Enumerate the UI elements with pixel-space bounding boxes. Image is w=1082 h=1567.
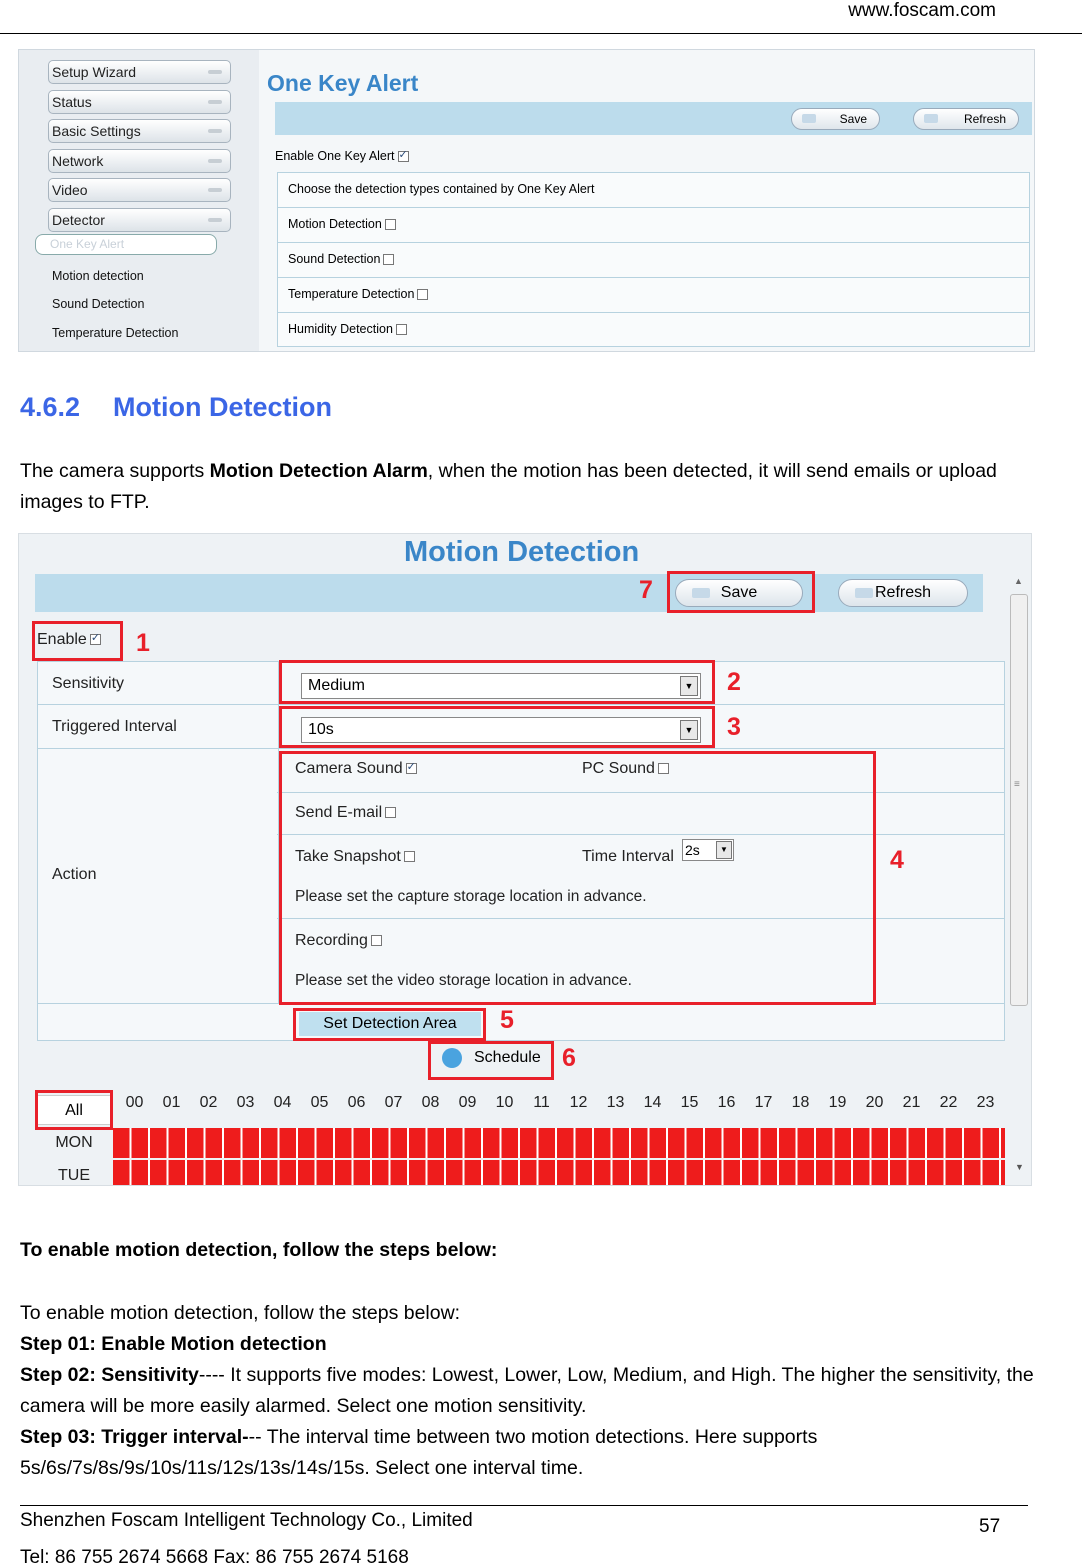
motion-detection-screenshot — [18, 533, 1032, 1186]
one-key-alert-screenshot — [18, 49, 1035, 352]
intro-paragraph: The camera supports Motion Detection Alarm, when the motion has been detected, it will send emails or upload images to FTP. — [20, 460, 997, 513]
hour-label: 01 — [162, 1094, 181, 1111]
header-divider — [0, 33, 1082, 34]
page-number: 57 — [979, 1516, 1001, 1537]
interval-label: Triggered Interval — [52, 718, 177, 735]
panel-title: Motion Detection — [404, 536, 640, 568]
marker-7: 7 — [639, 576, 653, 604]
chevron-down-icon — [208, 188, 222, 192]
row-divider — [38, 748, 1004, 749]
humidity-checkbox[interactable] — [396, 324, 407, 335]
day-tue-label[interactable]: TUE — [58, 1167, 90, 1184]
marker-4: 4 — [890, 846, 904, 874]
scrollbar[interactable] — [1010, 574, 1028, 1014]
schedule-hours-header — [116, 1094, 1004, 1124]
enable-label[interactable]: Enable✓ — [37, 631, 101, 649]
chevron-down-icon — [208, 129, 222, 133]
dropdown-arrow-icon[interactable]: ▼ — [716, 841, 732, 859]
sensitivity-select[interactable]: Medium ▼ — [301, 673, 701, 699]
refresh-button[interactable]: Refresh — [838, 579, 968, 607]
hour-label: 21 — [902, 1094, 921, 1111]
hour-label: 23 — [976, 1094, 995, 1111]
save-button[interactable]: Save — [791, 108, 880, 130]
toolbar — [275, 102, 1032, 135]
table-row: Sound Detection — [277, 242, 1030, 277]
panel-title: One Key Alert — [267, 70, 419, 96]
hour-label: 16 — [717, 1094, 736, 1111]
highlight-1 — [32, 621, 123, 661]
highlight-2 — [279, 660, 715, 704]
marker-6: 6 — [562, 1044, 576, 1072]
temperature-checkbox[interactable] — [417, 289, 428, 300]
save-button[interactable]: Save — [675, 579, 803, 607]
hour-label: 22 — [939, 1094, 958, 1111]
schedule-row-tue[interactable] — [113, 1160, 1005, 1186]
action-label: Action — [52, 866, 97, 883]
detection-types-table — [277, 172, 1030, 347]
camera-sound-option[interactable]: Camera Sound✓ — [295, 760, 417, 778]
menu-detector[interactable]: Detector — [48, 208, 231, 232]
enable-checkbox[interactable] — [398, 151, 409, 162]
step-01: Step 01: Enable Motion detection — [20, 1333, 327, 1355]
interval-select[interactable]: 10s ▼ — [301, 717, 701, 743]
highlight-6 — [428, 1041, 554, 1080]
chevron-down-icon — [208, 218, 222, 222]
menu-network[interactable]: Network — [48, 149, 231, 173]
steps-intro: To enable motion detection, follow the steps below: — [20, 1302, 461, 1324]
set-detection-area-button[interactable]: Set Detection Area — [299, 1012, 481, 1036]
menu-status[interactable]: Status — [48, 90, 231, 114]
scroll-up-icon[interactable]: ▲ — [1014, 576, 1023, 586]
highlight-3 — [279, 706, 715, 748]
scroll-down-icon[interactable]: ▼ — [1015, 1162, 1024, 1172]
sensitivity-label: Sensitivity — [52, 675, 125, 692]
hour-label: 05 — [310, 1094, 329, 1111]
menu-basic-settings[interactable]: Basic Settings — [48, 119, 231, 143]
hour-label: 08 — [421, 1094, 440, 1111]
table-row: Choose the detection types contained by One Key Alert — [277, 172, 1030, 207]
hour-label: 18 — [791, 1094, 810, 1111]
hour-label: 19 — [828, 1094, 847, 1111]
hour-label: 15 — [680, 1094, 699, 1111]
submenu-motion-detection[interactable]: Motion detection — [52, 269, 144, 283]
hour-label: 07 — [384, 1094, 403, 1111]
hour-label: 09 — [458, 1094, 477, 1111]
take-snapshot-option[interactable]: Take Snapshot — [295, 848, 415, 866]
table-row: Humidity Detection — [277, 312, 1030, 347]
motion-checkbox[interactable] — [385, 219, 396, 230]
highlight-7 — [667, 571, 815, 613]
dropdown-arrow-icon[interactable]: ▼ — [680, 720, 698, 740]
refresh-icon — [924, 114, 938, 123]
chevron-down-icon — [208, 70, 222, 74]
hour-label: 12 — [569, 1094, 588, 1111]
marker-1: 1 — [136, 629, 150, 657]
hour-label: 00 — [125, 1094, 144, 1111]
day-mon-label[interactable]: MON — [55, 1134, 93, 1151]
recording-hint: Please set the video storage location in advance. — [295, 972, 632, 989]
scroll-track[interactable] — [1010, 594, 1028, 1006]
sidebar — [19, 50, 259, 352]
highlight-5 — [293, 1008, 486, 1041]
refresh-icon — [855, 588, 873, 598]
step-03: Step 03: Trigger interval--- The interval time between two motion detections. Here supports 5s/6s/7s/8s/9s/10s/11s/12s/13s/14s/15s. Select one interval time. — [20, 1426, 818, 1479]
table-row: Motion Detection — [277, 207, 1030, 242]
steps-heading: To enable motion detection, follow the steps below: — [20, 1239, 498, 1261]
refresh-button[interactable]: Refresh — [913, 108, 1019, 130]
submenu-sound-detection[interactable]: Sound Detection — [52, 297, 145, 311]
marker-5: 5 — [500, 1006, 514, 1034]
section-heading: 4.6.2 Motion Detection — [20, 392, 332, 422]
chevron-down-icon — [208, 159, 222, 163]
one-key-alert-panel — [259, 50, 1035, 352]
hour-label: 14 — [643, 1094, 662, 1111]
enable-one-key-alert[interactable]: Enable One Key Alert✓ — [275, 149, 409, 163]
hour-label: 02 — [199, 1094, 218, 1111]
dropdown-arrow-icon[interactable]: ▼ — [680, 676, 698, 696]
hour-label: 11 — [533, 1094, 550, 1111]
send-email-option[interactable]: Send E-mail — [295, 804, 396, 822]
footer-divider — [20, 1505, 1028, 1506]
time-interval-label: Time Interval — [582, 848, 674, 865]
recording-option[interactable]: Recording — [295, 932, 382, 950]
hour-label: 20 — [865, 1094, 884, 1111]
footer-contact: Tel: 86 755 2674 5668 Fax: 86 755 2674 5168 — [20, 1547, 409, 1567]
hour-label: 13 — [606, 1094, 625, 1111]
submenu-one-key-alert[interactable]: One Key Alert — [35, 234, 217, 255]
marker-2: 2 — [727, 668, 741, 696]
scroll-grip-icon[interactable]: ≡ — [1014, 779, 1020, 790]
hour-label: 17 — [754, 1094, 773, 1111]
pc-sound-option[interactable]: PC Sound — [582, 760, 669, 778]
select-all-button[interactable]: All — [37, 1095, 111, 1125]
marker-3: 3 — [727, 713, 741, 741]
highlight-4 — [279, 751, 876, 1005]
menu-setup-wizard[interactable]: Setup Wizard — [48, 60, 231, 84]
table-row: Temperature Detection — [277, 277, 1030, 312]
chevron-down-icon — [208, 100, 222, 104]
save-icon — [802, 114, 816, 123]
step-02: Step 02: Sensitivity---- It supports five modes: Lowest, Lower, Low, Medium, and High. The higher the sensitivity, the camera will be more easily alarmed. Select one motion sensitivity. — [20, 1364, 1034, 1417]
hour-label: 04 — [273, 1094, 292, 1111]
time-interval-select[interactable]: 2s ▼ — [682, 839, 734, 861]
menu-video[interactable]: Video — [48, 178, 231, 202]
hour-label: 10 — [495, 1094, 514, 1111]
site-url[interactable]: www.foscam.com — [848, 0, 996, 21]
sound-checkbox[interactable] — [383, 254, 394, 265]
steps-list — [20, 1298, 1050, 1484]
schedule-button[interactable]: Schedule — [436, 1046, 546, 1070]
hour-label: 03 — [236, 1094, 255, 1111]
submenu-temperature-detection[interactable]: Temperature Detection — [52, 326, 179, 340]
hour-label: 06 — [347, 1094, 366, 1111]
footer-company: Shenzhen Foscam Intelligent Technology Co., Limited — [20, 1510, 473, 1531]
row-divider — [38, 704, 1004, 705]
snapshot-hint: Please set the capture storage location in advance. — [295, 888, 647, 905]
schedule-row-mon[interactable] — [113, 1128, 1005, 1158]
highlight-all — [35, 1090, 113, 1130]
